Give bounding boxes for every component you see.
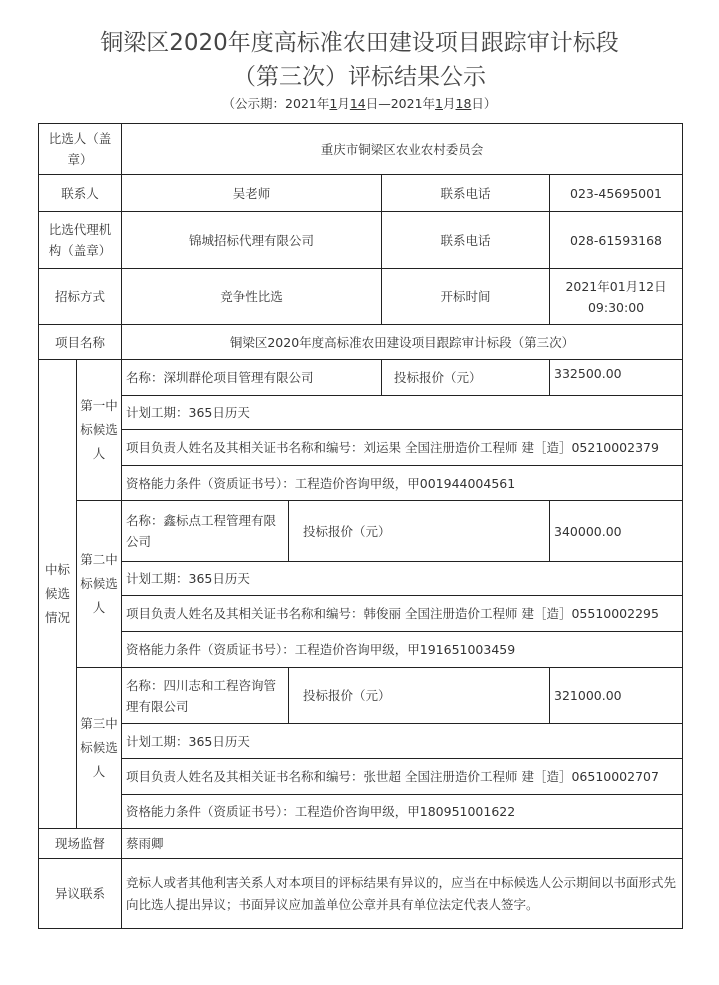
publicity-end-day: 18 [455, 96, 472, 111]
candidate-2-manager: 项目负责人姓名及其相关证书名称和编号：韩俊丽 全国注册造价工程师 建［造］05510002295 [122, 596, 683, 632]
candidate-1-period-row [39, 396, 683, 430]
supervisor-value: 蔡雨卿 [122, 829, 683, 859]
candidate-1-name: 名称：深圳群伦项目管理有限公司 [122, 360, 382, 396]
project-row [39, 325, 683, 360]
publicity-prefix: （公示期：2021年 [222, 96, 330, 111]
candidate-2-name-row [39, 501, 683, 562]
candidate-1-name-row [39, 360, 683, 396]
objection-value: 竞标人或者其他利害关系人对本项目的评标结果有异议的，应当在中标候选人公示期间以书面形式先向比选人提出异议；书面异议应加盖单位公章并具有单位法定代表人签字。 [122, 859, 683, 929]
candidate-2-qualification-row [39, 632, 683, 668]
objection-label: 异议联系 [39, 859, 122, 929]
publicity-sep-1: 月 [337, 96, 350, 111]
agency-phone-label: 联系电话 [382, 212, 550, 269]
candidate-3-qualification: 资格能力条件（资质证书号）：工程造价咨询甲级，甲180951001622 [122, 795, 683, 829]
method-row [39, 269, 683, 325]
agency-row [39, 212, 683, 269]
candidate-2-bid-label: 投标报价（元） [289, 501, 550, 562]
publicity-end-month: 1 [435, 96, 443, 111]
candidate-2-bid-value: 340000.00 [550, 501, 683, 562]
candidate-2-rank: 第二中标候选人 [77, 501, 122, 668]
candidate-2-qualification: 资格能力条件（资质证书号）：工程造价咨询甲级，甲191651003459 [122, 632, 683, 668]
candidate-1-manager-row [39, 430, 683, 466]
candidate-3-manager: 项目负责人姓名及其相关证书名称和编号：张世超 全国注册造价工程师 建［造］06510002707 [122, 759, 683, 795]
project-value: 铜梁区2020年度高标准农田建设项目跟踪审计标段（第三次） [122, 325, 683, 360]
phone-label: 联系电话 [382, 175, 550, 212]
supervisor-row [39, 829, 683, 859]
candidate-3-period: 计划工期：365日历天 [122, 724, 683, 759]
supervisor-label: 现场监督 [39, 829, 122, 859]
objection-row [39, 859, 683, 929]
candidate-1-qualification: 资格能力条件（资质证书号）：工程造价咨询甲级，甲001944004561 [122, 466, 683, 501]
open-time-value: 2021年01月12日 09:30:00 [550, 269, 683, 325]
phone-value: 023-45695001 [550, 175, 683, 212]
contact-label: 联系人 [39, 175, 122, 212]
candidate-3-bid-value: 321000.00 [550, 668, 683, 724]
open-time-label: 开标时间 [382, 269, 550, 325]
selector-row [39, 124, 683, 175]
candidate-2-period-row [39, 562, 683, 596]
contact-row [39, 175, 683, 212]
candidate-3-name-row [39, 668, 683, 724]
candidate-1-bid-label: 投标报价（元） [382, 360, 550, 396]
candidates-group-label: 中标候选情况 [39, 360, 77, 829]
publicity-suffix: 日） [471, 96, 497, 111]
candidate-1-qualification-row [39, 466, 683, 501]
agency-phone-value: 028-61593168 [550, 212, 683, 269]
publicity-start-day: 14 [349, 96, 366, 111]
selector-label: 比选人（盖章） [39, 124, 122, 175]
candidate-1-rank: 第一中标候选人 [77, 360, 122, 501]
publicity-period [0, 95, 719, 113]
agency-value: 锦城招标代理有限公司 [122, 212, 382, 269]
candidate-3-period-row [39, 724, 683, 759]
candidate-1-bid-value: 332500.00 [550, 360, 683, 396]
candidate-3-name: 名称：四川志和工程咨询管理有限公司 [122, 668, 289, 724]
method-value: 竞争性比选 [122, 269, 382, 325]
candidate-1-period: 计划工期：365日历天 [122, 396, 683, 430]
candidate-2-period: 计划工期：365日历天 [122, 562, 683, 596]
candidate-2-name: 名称：鑫标点工程管理有限公司 [122, 501, 289, 562]
agency-label: 比选代理机构（盖章） [39, 212, 122, 269]
contact-value: 吴老师 [122, 175, 382, 212]
candidate-3-qualification-row [39, 795, 683, 829]
candidate-3-rank: 第三中标候选人 [77, 668, 122, 829]
method-label: 招标方式 [39, 269, 122, 325]
publicity-sep-2: 日—2021年 [365, 96, 436, 111]
candidate-1-manager: 项目负责人姓名及其相关证书名称和编号：刘运果 全国注册造价工程师 建［造］05210002379 [122, 430, 683, 466]
title-line-1: 铜梁区2020年度高标准农田建设项目跟踪审计标段 [100, 30, 619, 56]
publicity-start-month: 1 [329, 96, 338, 111]
candidate-2-manager-row [39, 596, 683, 632]
title-line-2: （第三次）评标结果公示 [233, 64, 486, 90]
selector-value: 重庆市铜梁区农业农村委员会 [122, 124, 683, 175]
publicity-sep-3: 月 [443, 96, 456, 111]
candidate-3-manager-row [39, 759, 683, 795]
candidate-3-bid-label: 投标报价（元） [289, 668, 550, 724]
project-label: 项目名称 [39, 325, 122, 360]
result-table [38, 123, 683, 929]
